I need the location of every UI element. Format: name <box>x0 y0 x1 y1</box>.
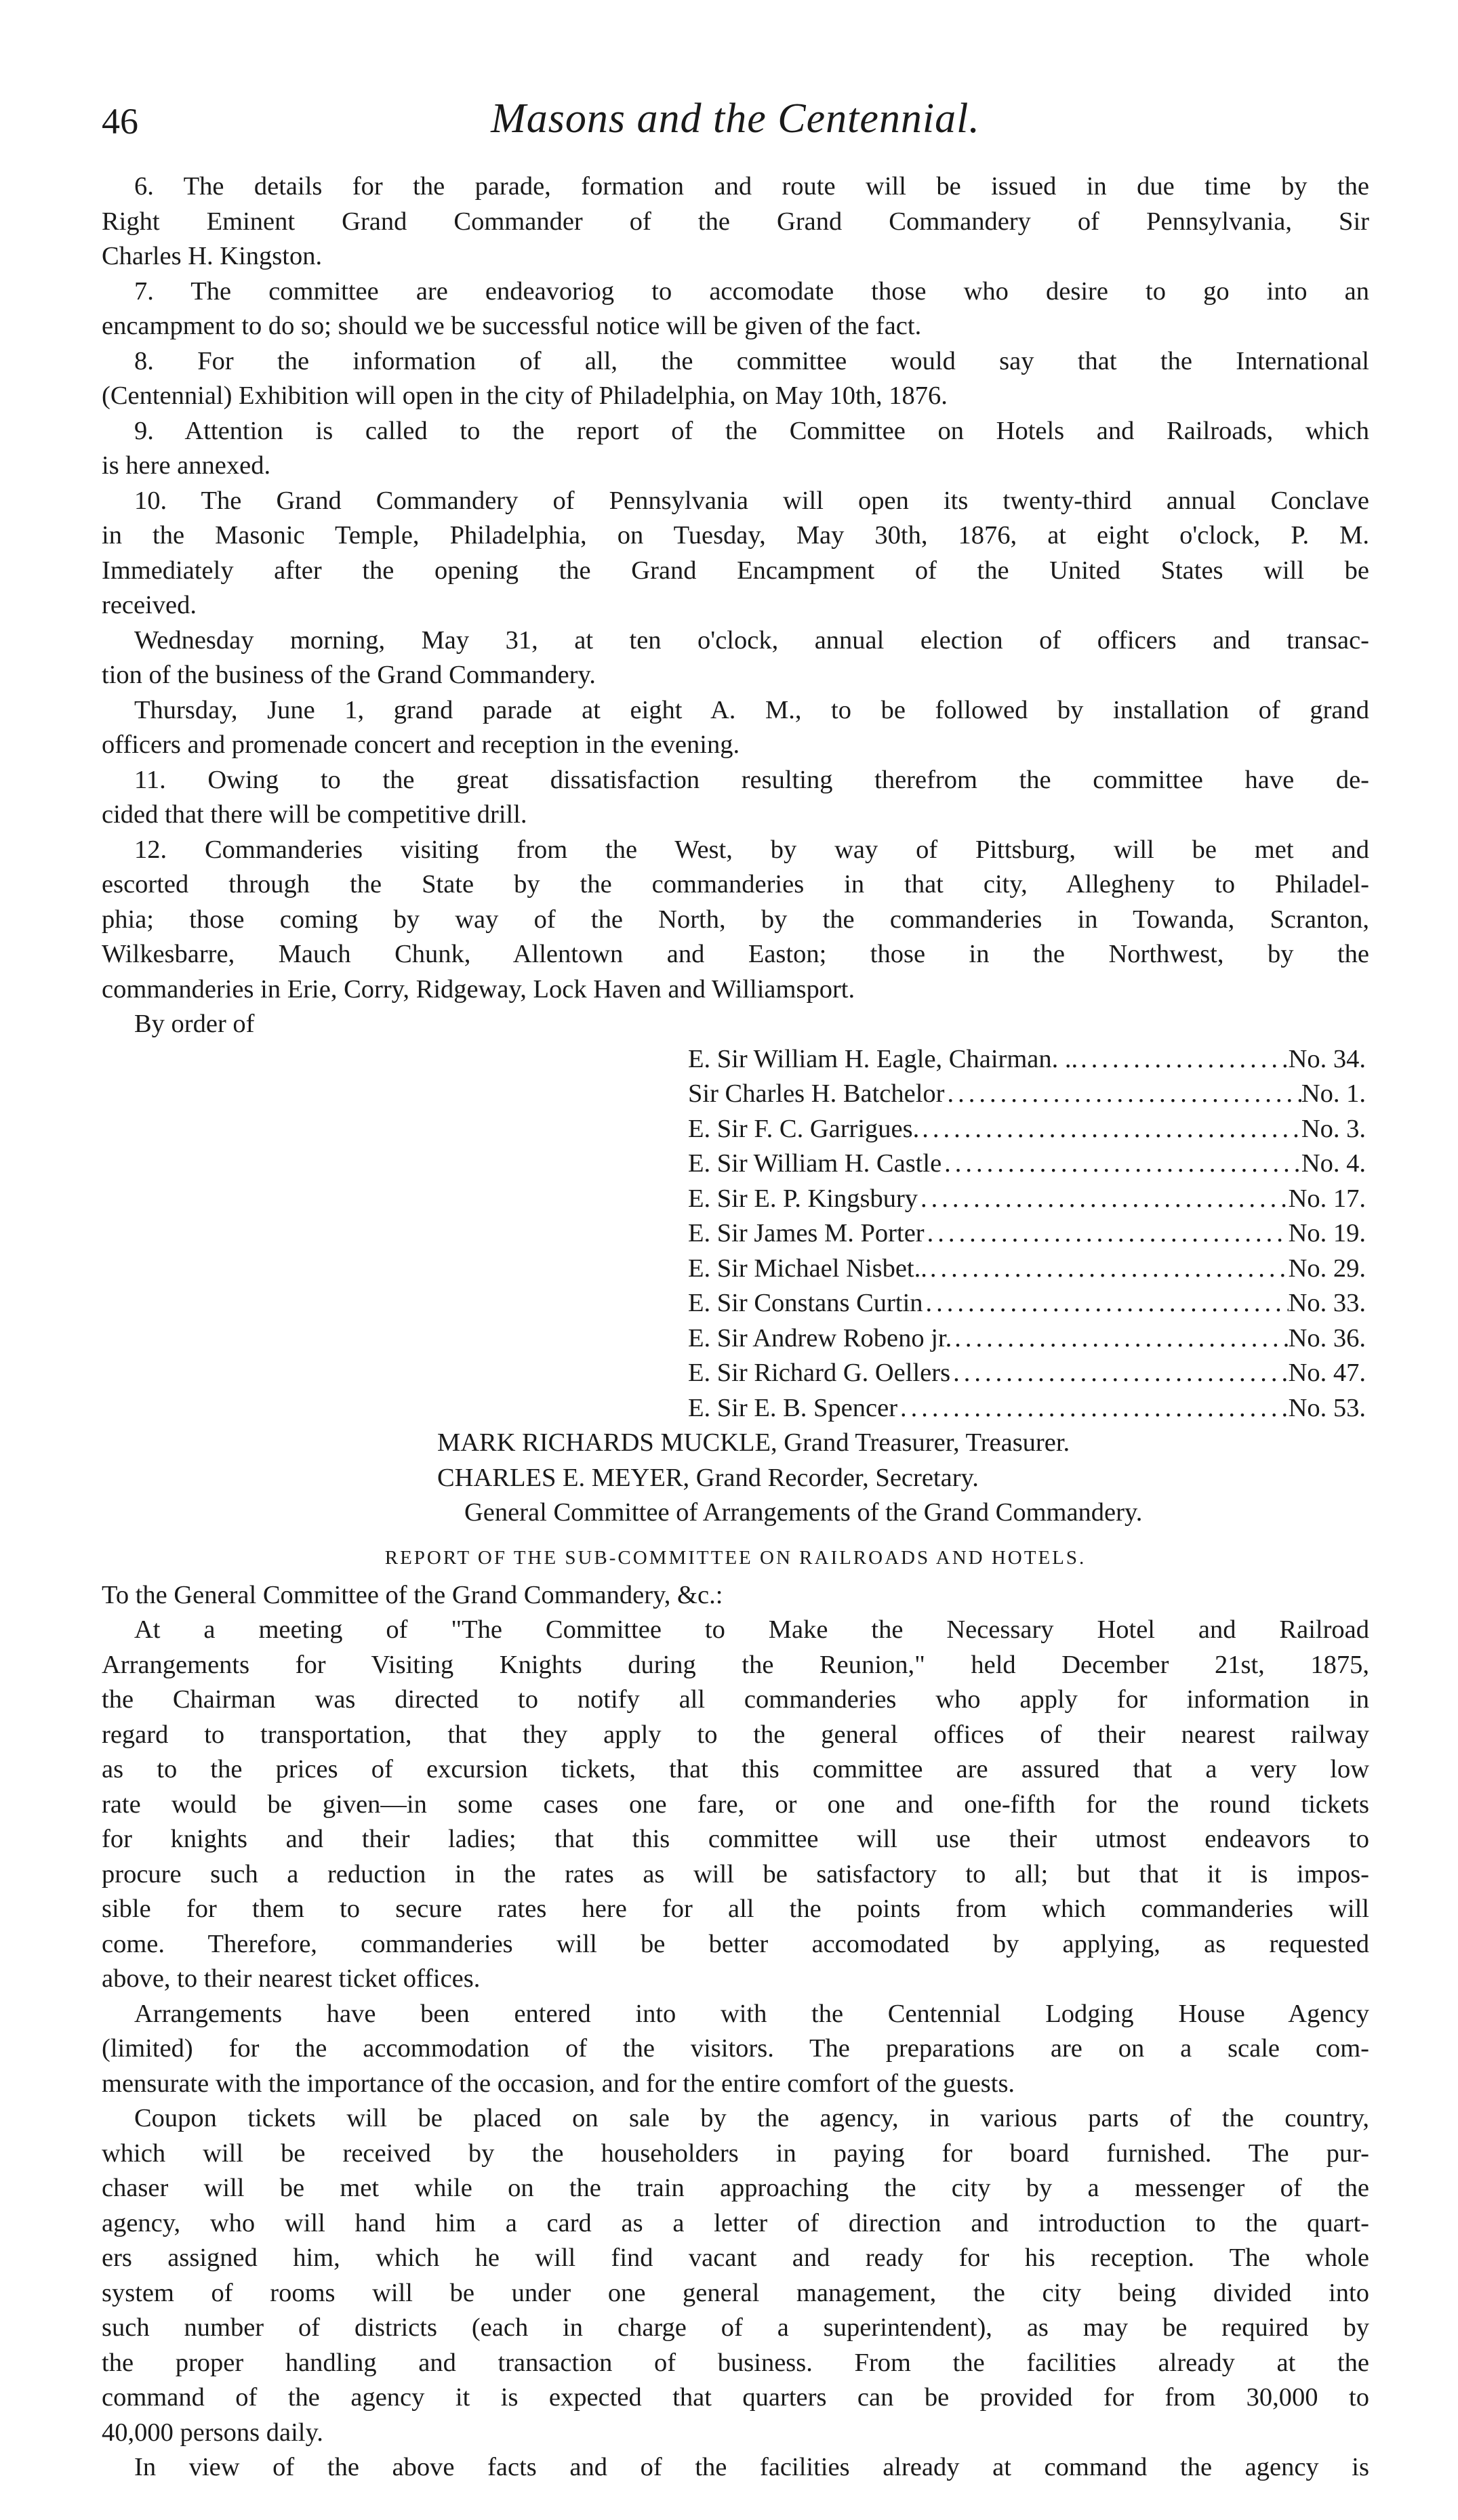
commandery-number: No. 33. <box>1288 1289 1366 1317</box>
signatory-row <box>688 1216 1366 1252</box>
paragraph <box>102 1578 1369 1613</box>
signatory-name: E. Sir Richard G. Oellers <box>688 1359 951 1387</box>
text-line: procure such a reduction in the rates as will be satisfactory to all; but that it is impos- <box>102 1859 1369 1888</box>
text-line: 10. The Grand Commandery of Pennsylvania will open its twenty-third annual Conclave <box>134 486 1369 515</box>
signatory-name: E. Sir F. C. Garrigues. <box>688 1114 920 1143</box>
commandery-number: No. 19. <box>1288 1219 1366 1247</box>
signatory-name: E. Sir E. P. Kingsbury <box>688 1184 918 1213</box>
signatory-name: E. Sir William H. Castle <box>688 1149 942 1178</box>
text-line: come. Therefore, commanderies will be better accomodated by applying, as requested <box>102 1929 1369 1958</box>
text-line: above, to their nearest ticket offices. <box>102 1964 481 1993</box>
text-line: which will be received by the householders in paying for board furnished. The pur- <box>102 2139 1369 2168</box>
page-number: 46 <box>102 101 138 142</box>
signatory-row <box>688 1356 1366 1391</box>
text-line: 12. Commanderies visiting from the West, by way of Pittsburg, will be met and <box>134 835 1369 864</box>
dot-leader <box>952 1321 1288 1357</box>
text-line: Wednesday morning, May 31, at ten o'clock, annual election of officers and transac- <box>134 625 1369 655</box>
text-line: the proper handling and transaction of business. From the facilities already at the <box>102 2348 1369 2377</box>
paragraph <box>102 274 1369 344</box>
dot-leader <box>927 1252 1289 1287</box>
commandery-number: No. 47. <box>1288 1359 1366 1387</box>
paragraph <box>102 484 1369 623</box>
text-line: 7. The committee are endeavoriog to accomodate those who desire to go into an <box>134 276 1369 306</box>
dot-leader <box>918 1182 1289 1217</box>
text-line: as to the prices of excursion tickets, that this committee are assured that a very low <box>102 1755 1369 1783</box>
text-line: (limited) for the accommodation of the visitors. The preparations are on a scale com- <box>102 2034 1369 2063</box>
dot-leader <box>919 1112 1301 1147</box>
text-line: officers and promenade concert and reception in the evening. <box>102 730 740 759</box>
commandery-number: No. 3. <box>1301 1114 1366 1143</box>
dot-leader <box>925 1216 1289 1252</box>
signatory-row <box>688 1286 1366 1321</box>
text-line: Immediately after the opening the Grand Encampment of the United States will be <box>102 556 1369 585</box>
signatory-row <box>688 1391 1366 1426</box>
text-line: 11. Owing to the great dissatisfaction resulting therefrom the committee have de- <box>134 765 1369 794</box>
signatory-row <box>688 1042 1366 1077</box>
text-line: Right Eminent Grand Commander of the Grand Commandery of Pennsylvania, Sir <box>102 207 1369 236</box>
dot-leader <box>941 1147 1301 1182</box>
signatory-name: Sir Charles H. Batchelor <box>688 1079 945 1108</box>
signatory-name: E. Sir E. B. Spencer <box>688 1393 898 1422</box>
text-line: At a meeting of "The Committee to Make the Necessary Hotel and Railroad <box>134 1615 1369 1644</box>
text-line: in the Masonic Temple, Philadelphia, on Tuesday, May 30th, 1876, at eight o'clock, P. M. <box>102 521 1369 550</box>
commandery-number: No. 29. <box>1288 1254 1366 1283</box>
page-header <box>102 88 1369 149</box>
signatory-row <box>688 1321 1366 1357</box>
text-line: cided that there will be competitive drill. <box>102 800 527 829</box>
text-line: phia; those coming by way of the North, by the commanderies in Towanda, Scranton, <box>102 905 1369 934</box>
text-line: 9. Attention is called to the report of the Committee on Hotels and Railroads, which <box>134 416 1369 445</box>
dot-leader <box>1078 1042 1288 1077</box>
report-section <box>102 1578 1369 2485</box>
text-line: command of the agency it is expected that quarters can be provided for from 30,000 to <box>102 2383 1369 2412</box>
dot-leader <box>950 1356 1289 1391</box>
paragraph <box>102 833 1369 1008</box>
commandery-number: No. 17. <box>1288 1184 1366 1213</box>
text-line: Thursday, June 1, grand parade at eight A. M., to be followed by installation of grand <box>134 695 1369 724</box>
paragraph <box>102 1007 1369 1042</box>
treasurer-signature: MARK RICHARDS MUCKLE, Grand Treasurer, Treasurer. <box>437 1428 1070 1457</box>
paragraph <box>102 2101 1369 2450</box>
signatory-name: E. Sir Michael Nisbet.. <box>688 1254 927 1283</box>
signatory-row <box>688 1252 1366 1287</box>
paragraph <box>102 693 1369 763</box>
committee-signature: General Committee of Arrangements of the Grand Commandery. <box>464 1498 1143 1527</box>
text-line: Wilkesbarre, Mauch Chunk, Allentown and Easton; those in the Northwest, by the <box>102 940 1369 968</box>
text-line: Arrangements for Visiting Knights during the Reunion," held December 21st, 1875, <box>102 1650 1369 1679</box>
paragraph <box>102 1997 1369 2102</box>
text-line: received. <box>102 591 197 619</box>
text-line: agency, who will hand him a card as a letter of direction and introduction to the quart- <box>102 2208 1369 2237</box>
instructions-section <box>102 169 1369 1042</box>
text-line: regard to transportation, that they apply to the general offices of their nearest railway <box>102 1720 1369 1749</box>
running-head: Masons and the Centennial. <box>491 96 980 142</box>
text-line: rate would be given—in some cases one fare, or one and one-fifth for the round tickets <box>102 1790 1369 1819</box>
text-line: chaser will be met while on the train approaching the city by a messenger of the <box>102 2174 1369 2202</box>
paragraph <box>102 169 1369 274</box>
text-line: escorted through the State by the commanderies in that city, Allegheny to Philadel- <box>102 870 1369 898</box>
paragraph <box>102 414 1369 484</box>
paragraph <box>102 1613 1369 1997</box>
text-line: such number of districts (each in charge of a superintendent), as may be required by <box>102 2313 1369 2342</box>
text-line: tion of the business of the Grand Commandery. <box>102 661 596 689</box>
signatory-row <box>688 1182 1366 1217</box>
text-line: is here annexed. <box>102 451 271 480</box>
commandery-number: No. 1. <box>1301 1079 1366 1108</box>
text-line: Arrangements have been entered into with the Centennial Lodging House Agency <box>134 1999 1369 2028</box>
text-line: the Chairman was directed to notify all commanderies who apply for information in <box>102 1685 1369 1714</box>
report-heading: REPORT OF THE SUB-COMMITTEE ON RAILROADS AND HOTELS. <box>384 1546 1087 1569</box>
recorder-signature: CHARLES E. MEYER, Grand Recorder, Secretary. <box>437 1463 979 1492</box>
paragraph <box>102 623 1369 693</box>
text-line: for knights and their ladies; that this committee will use their utmost endeavors to <box>102 1825 1369 1853</box>
text-line: In view of the above facts and of the facilities already at command the agency is <box>134 2453 1369 2481</box>
signatory-name: E. Sir Constans Curtin <box>688 1289 923 1317</box>
signatory-list <box>102 1042 1369 1426</box>
text-line: mensurate with the importance of the occasion, and for the entire comfort of the guests. <box>102 2069 1015 2098</box>
text-line: system of rooms will be under one general management, the city being divided into <box>102 2278 1369 2307</box>
signatory-row <box>688 1077 1366 1112</box>
text-line: encampment to do so; should we be successful notice will be given of the fact. <box>102 312 922 340</box>
text-line: 6. The details for the parade, formation and route will be issued in due time by the <box>134 172 1369 201</box>
commandery-number: No. 4. <box>1301 1149 1366 1178</box>
dot-leader <box>945 1077 1301 1112</box>
commandery-number: No. 36. <box>1288 1323 1366 1352</box>
commandery-number: No. 34. <box>1288 1044 1366 1073</box>
text-line: (Centennial) Exhibition will open in the city of Philadelphia, on May 10th, 1876. <box>102 381 948 410</box>
text-line: sible for them to secure rates here for all the points from which commanderies will <box>102 1895 1369 1923</box>
text-line: 8. For the information of all, the committee would say that the International <box>134 346 1369 375</box>
text-line: 40,000 persons daily. <box>102 2418 323 2447</box>
dot-leader <box>923 1286 1289 1321</box>
text-line: commanderies in Erie, Corry, Ridgeway, Lock Haven and Williamsport. <box>102 974 855 1004</box>
text-line: Coupon tickets will be placed on sale by the agency, in various parts of the country, <box>134 2104 1369 2132</box>
signatory-row <box>688 1112 1366 1147</box>
paragraph <box>102 763 1369 833</box>
signatory-name: E. Sir James M. Porter <box>688 1219 925 1247</box>
signatory-name: E. Sir Andrew Robeno jr. <box>688 1323 952 1352</box>
dot-leader <box>897 1391 1289 1426</box>
text-line: Charles H. Kingston. <box>102 242 323 270</box>
text-line: By order of <box>134 1010 255 1038</box>
text-line: ers assigned him, which he will find vacant and ready for his reception. The whole <box>102 2244 1369 2272</box>
paragraph <box>102 344 1369 414</box>
paragraph <box>102 2450 1369 2485</box>
commandery-number: No. 53. <box>1288 1393 1366 1422</box>
text-line: To the General Committee of the Grand Commandery, &c.: <box>102 1580 723 1609</box>
signatory-name: E. Sir William H. Eagle, Chairman. .. <box>688 1044 1078 1073</box>
page-body <box>102 169 1369 2485</box>
signatory-row <box>688 1147 1366 1182</box>
